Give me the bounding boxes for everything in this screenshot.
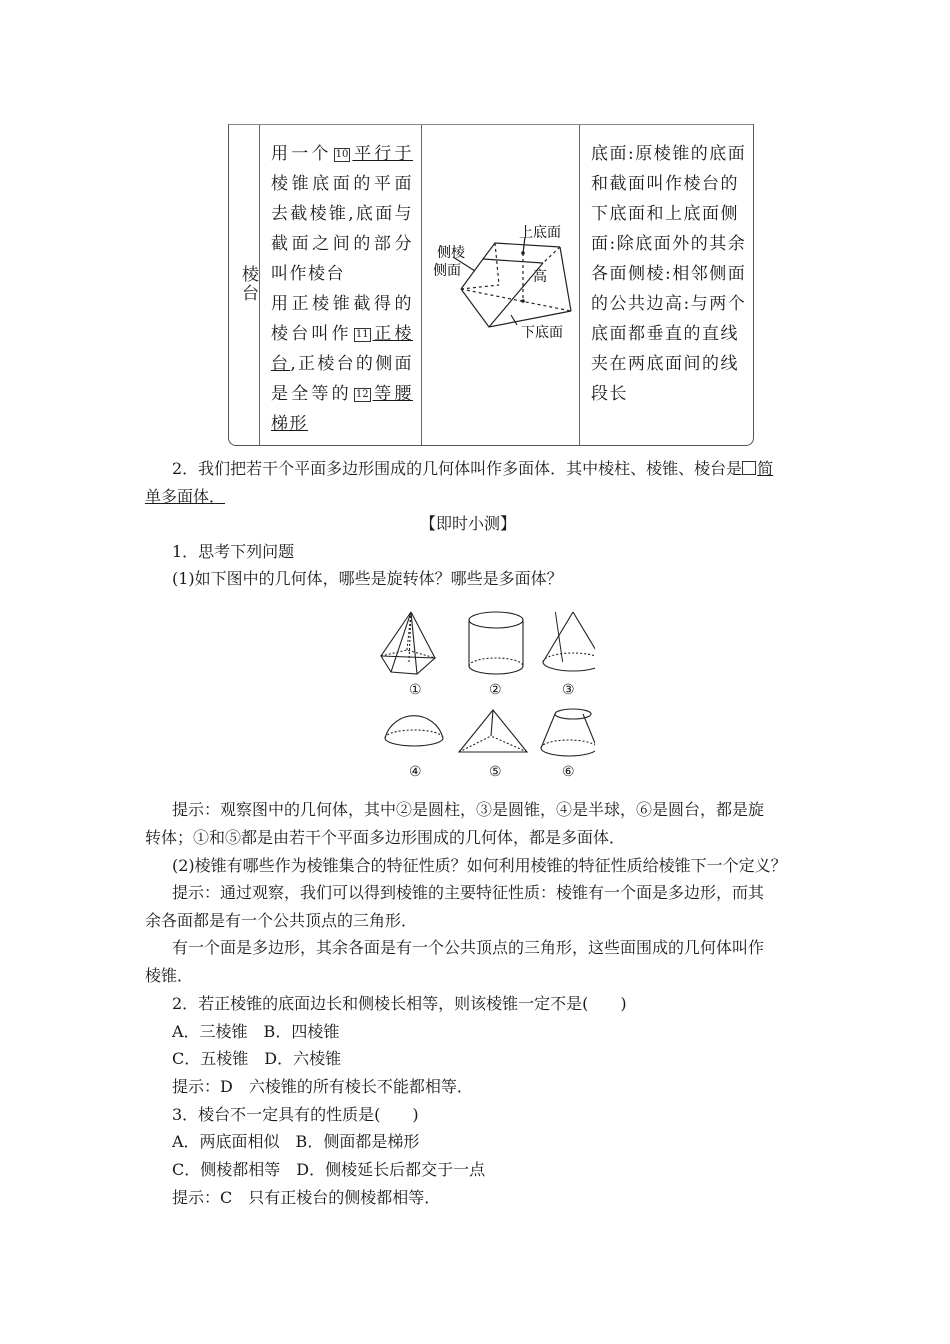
frustum-table [228,124,754,446]
shape-label: ② [489,682,502,698]
cone-shape [543,612,595,671]
frustum-figure [425,215,581,355]
question-text: 2．若正棱锥的底面边长和侧棱长相等，则该棱锥一定不是( ) [172,994,627,1013]
question-text: (2)棱锥有哪些作为棱锥集合的特征性质？如何利用棱锥的特征性质给棱锥下一个定义？ [172,856,787,875]
definition-cell [271,139,413,439]
answer-options: C．五棱锥 D．六棱锥 [172,1049,342,1068]
shape-label: ④ [409,764,422,780]
shape-label: ⑥ [562,764,575,780]
answer-options: A．三棱锥 B．四棱锥 [172,1022,340,1041]
row-header: 棱台 [238,265,258,303]
question-text: (1)如下图中的几何体，哪些是旋转体？哪些是多面体？ [172,569,563,588]
definition-text: ,正棱台的侧面是全等的 [271,354,414,404]
table-divider [421,125,422,445]
hemisphere-shape [385,716,443,746]
height-label: 高 [533,269,547,285]
top-face-hidden [543,247,560,263]
answer-text: 简 [757,459,774,478]
shape-label: ⑤ [489,764,502,780]
blank-number: 10 [335,149,349,160]
paragraph [172,458,773,480]
paragraph [145,486,225,508]
hint-text: 余各面都是有一个公共顶点的三角形． [145,911,418,930]
top-face-edge [483,259,543,263]
pyramid-shape [381,612,435,674]
question-text: 3．棱台不一定具有的性质是( ) [172,1105,419,1124]
cylinder-shape [469,612,523,674]
hint-text: 提示：通过观察，我们可以得到棱锥的主要特征性质：棱锥有一个面是多边形，而其 [172,883,765,902]
cone-frustum-shape [541,709,595,756]
lateral-face-label: 侧面 [433,263,461,279]
answer-text: 平行于 [352,144,414,164]
hint-text: 提示：观察图中的几何体，其中②是圆柱，③是圆锥，④是半球，⑥是圆台，都是旋 [172,800,765,819]
top-base-label: 上底面 [519,225,561,241]
shape-label: ① [409,682,422,698]
top-face-edge [483,243,560,259]
description-cell: 底面:原棱锥的底面和截面叫作棱台的下底面和上底面侧面:除底面外的其余各面侧棱:相邻侧面的公共边高:与两个底面都垂直的直线夹在两底面间的线段长 [591,144,747,404]
answer-text: 等腰梯形 [271,384,413,434]
answer-options: A．两底面相似 B．侧面都是梯形 [172,1132,420,1151]
lateral-edge-label: 侧棱 [437,245,465,261]
question-text: 1．思考下列问题 [172,542,295,561]
label-pointer [511,315,517,325]
definition-paragraph: 棱锥． [145,966,194,985]
paragraph-text: 2．我们把若干个平面多边形围成的几何体叫作多面体．其中棱柱、棱锥、棱台是 [172,459,743,478]
hint-text: 提示：C 只有正棱台的侧棱都相等． [172,1188,441,1207]
hint-text: 提示：D 六棱锥的所有棱长不能都相等． [172,1077,473,1096]
shape-label: ③ [562,682,575,698]
section-title: 【即时小测】 [420,514,517,533]
answer-text: 正棱台 [271,324,413,374]
answer-text: 单多面体． [145,487,226,506]
definition-text: 用一个 [271,144,332,164]
bottom-face-hidden [461,289,571,311]
definition-text: 棱锥底面的平面去截棱锥,底面与截面之间的部分叫作棱台 [271,174,413,284]
height-endpoint [521,299,525,303]
blank-number: 11 [355,329,369,340]
answer-options: C．侧棱都相等 D．侧棱延长后都交于一点 [172,1160,486,1179]
blank-number: 12 [355,389,369,400]
height-endpoint [521,251,525,255]
bottom-face-hidden [461,285,499,289]
hint-text: 转体；①和⑤都是由若干个平面多边形围成的几何体，都是多面体． [145,828,626,847]
lateral-edge-hidden [495,243,499,285]
bottom-base-label: 下底面 [521,325,563,341]
lateral-edge [560,247,571,311]
definition-paragraph: 有一个面是多边形，其余各面是有一个公共顶点的三角形，这些面围成的几何体叫作 [172,938,765,957]
definition-text: 用正棱锥截得的棱台叫作 [271,294,413,344]
tetrahedron-shape [459,710,527,752]
blank-box [742,461,756,475]
